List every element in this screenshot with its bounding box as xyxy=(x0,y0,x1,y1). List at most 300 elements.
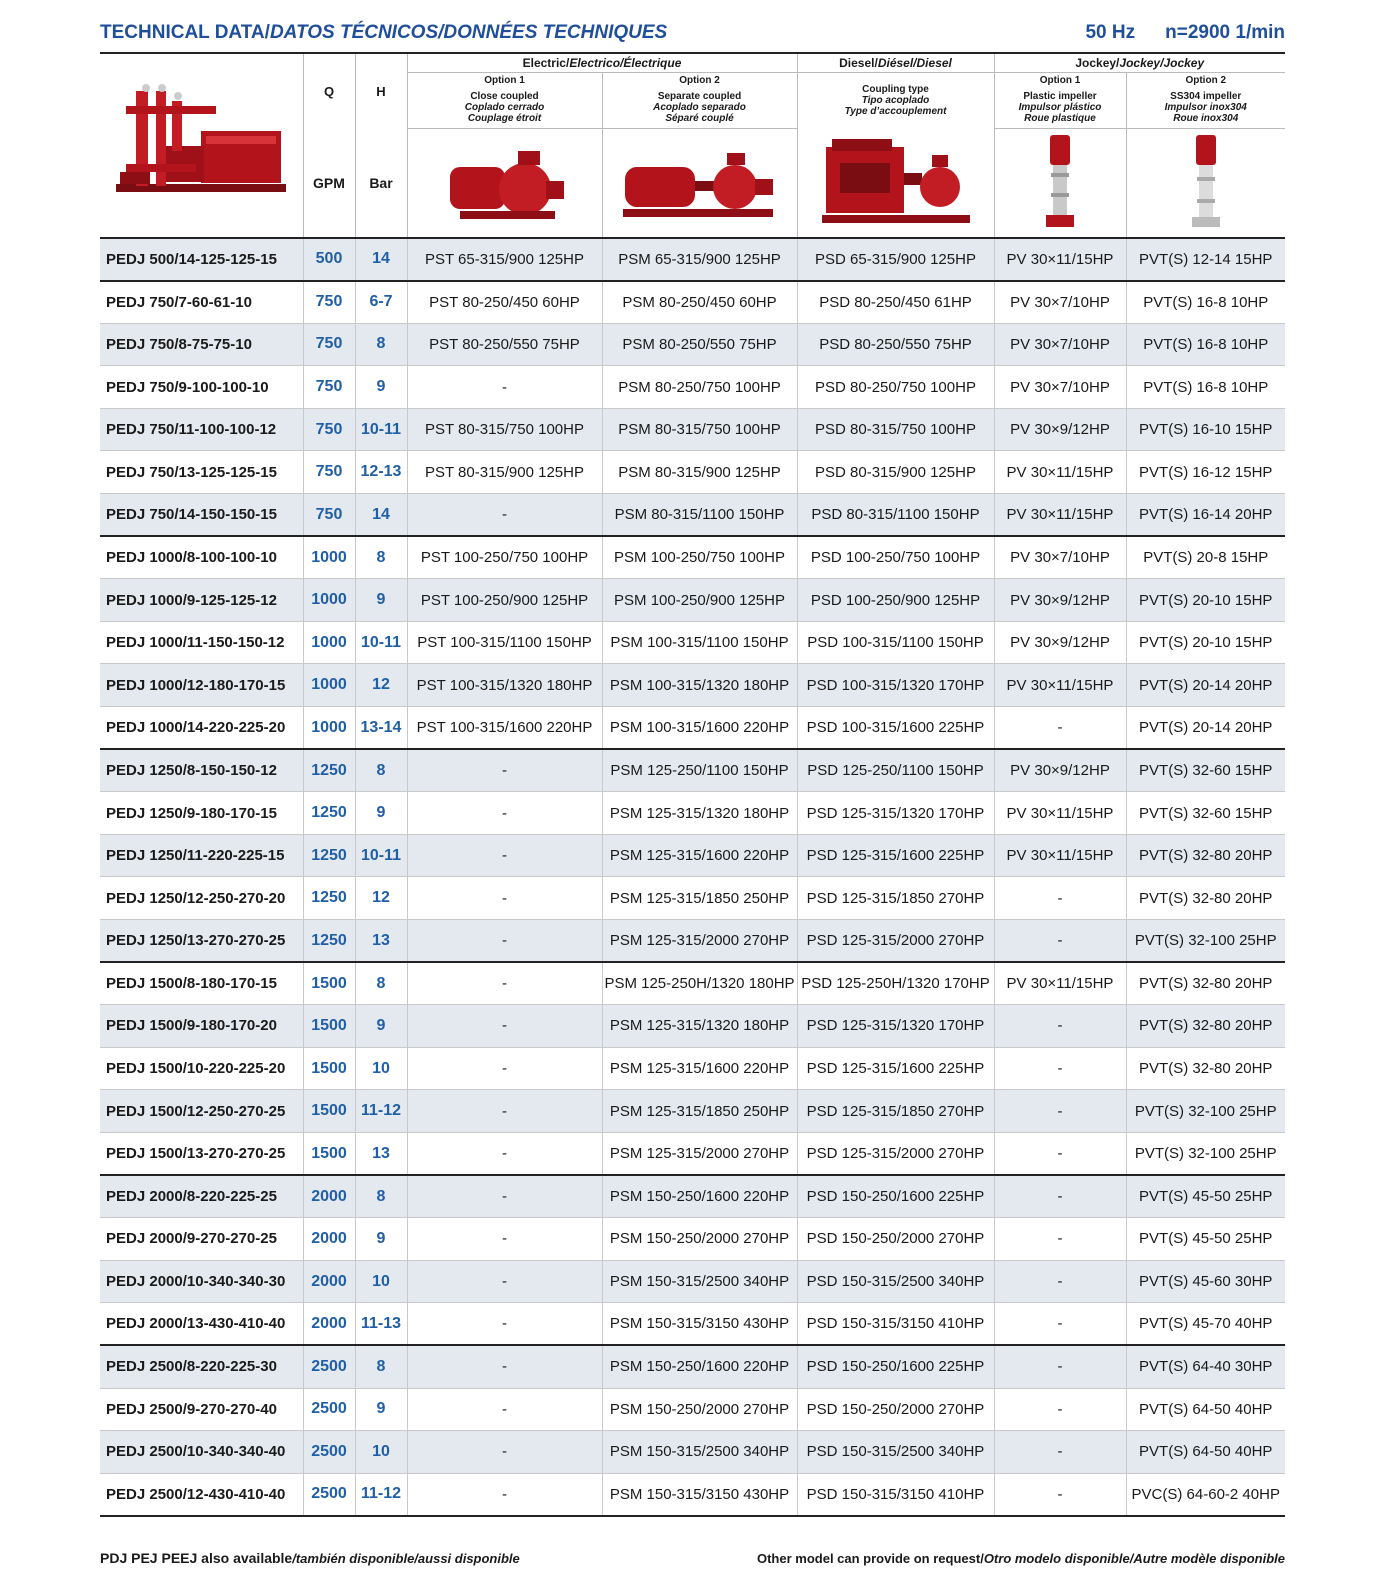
electric-option-2-model: PSM 150-315/3150 430HP xyxy=(602,1473,797,1516)
electric-option-1-description: Close coupled Coplado cerrado Couplage étroit xyxy=(407,88,602,128)
jockey-option-2: Option 2 xyxy=(1126,72,1285,88)
electric-option-2-model: PSM 80-315/750 100HP xyxy=(602,408,797,451)
head-bar: 12 xyxy=(355,664,407,707)
jockey-option-2-model: PVT(S) 32-80 20HP xyxy=(1126,877,1285,920)
model-name: PEDJ 1250/13-270-270-25 xyxy=(106,932,286,950)
electric-option-2-model: PSM 80-250/550 75HP xyxy=(602,323,797,366)
flow-gpm: 1250 xyxy=(303,792,355,835)
head-bar: 9 xyxy=(355,1005,407,1048)
head-bar: 10 xyxy=(355,1047,407,1090)
electric-option-2-model: PSM 150-315/2500 340HP xyxy=(602,1260,797,1303)
diesel-model: PSD 150-250/2000 270HP xyxy=(797,1388,994,1431)
jockey-option-1-model: PV 30×11/15HP xyxy=(994,792,1126,835)
table-row xyxy=(100,1218,1285,1261)
diesel-model: PSD 65-315/900 125HP xyxy=(797,238,994,281)
electric-option-1-model: - xyxy=(407,920,602,963)
electric-option-2-model: PSM 150-315/2500 340HP xyxy=(602,1431,797,1474)
electric-option-1-model: - xyxy=(407,749,602,792)
head-bar: 10 xyxy=(355,1431,407,1474)
flow-gpm: 1000 xyxy=(303,621,355,664)
head-bar: 9 xyxy=(355,792,407,835)
head-bar: 10-11 xyxy=(355,834,407,877)
vertical-multistage-pump-icon xyxy=(1040,133,1080,233)
flow-gpm: 2000 xyxy=(303,1175,355,1218)
electric-option-2-model: PSM 125-315/1850 250HP xyxy=(602,877,797,920)
flow-gpm: 1000 xyxy=(303,579,355,622)
model-name: PEDJ 1500/10-220-225-20 xyxy=(106,1060,286,1078)
table-row xyxy=(100,536,1285,579)
head-bar: 12 xyxy=(355,877,407,920)
close-coupled-image-cell xyxy=(407,128,602,238)
diesel-model: PSD 80-250/550 75HP xyxy=(797,323,994,366)
jockey-option-1-model: PV 30×9/12HP xyxy=(994,579,1126,622)
flow-gpm: 2000 xyxy=(303,1260,355,1303)
electric-option-1-model: PST 80-315/900 125HP xyxy=(407,451,602,494)
table-row xyxy=(100,877,1285,920)
jockey-option-2-model: PVT(S) 32-60 15HP xyxy=(1126,749,1285,792)
jockey-option-1-model: PV 30×7/10HP xyxy=(994,323,1126,366)
jockey-option-2-model: PVT(S) 32-100 25HP xyxy=(1126,1132,1285,1175)
head-bar: 8 xyxy=(355,1345,407,1388)
diesel-model: PSD 150-315/3150 410HP xyxy=(797,1473,994,1516)
head-bar: 13-14 xyxy=(355,707,407,750)
model-name: PEDJ 2000/10-340-340-30 xyxy=(106,1273,286,1291)
electric-option-1-model: - xyxy=(407,877,602,920)
flow-gpm: 2500 xyxy=(303,1388,355,1431)
jockey-option-1-model: PV 30×9/12HP xyxy=(994,408,1126,451)
diesel-model: PSD 150-315/2500 340HP xyxy=(797,1260,994,1303)
table-row xyxy=(100,920,1285,963)
jockey-option-1-model: PV 30×11/15HP xyxy=(994,451,1126,494)
table-row xyxy=(100,664,1285,707)
table-row xyxy=(100,1473,1285,1516)
electric-option-1-model: - xyxy=(407,1175,602,1218)
head-bar: 8 xyxy=(355,323,407,366)
separate-coupled-image-cell xyxy=(602,128,797,238)
model-name: PEDJ 2500/12-430-410-40 xyxy=(106,1485,286,1503)
model-name: PEDJ 1000/9-125-125-12 xyxy=(106,591,277,609)
diesel-model: PSD 100-315/1320 170HP xyxy=(797,664,994,707)
jockey-option-2-model: PVT(S) 32-60 15HP xyxy=(1126,792,1285,835)
jockey-option-2-model: PVT(S) 16-10 15HP xyxy=(1126,408,1285,451)
flow-gpm: 1500 xyxy=(303,962,355,1005)
jockey-option-1-model: PV 30×11/15HP xyxy=(994,834,1126,877)
diesel-model: PSD 80-250/450 61HP xyxy=(797,281,994,324)
head-bar: 10-11 xyxy=(355,621,407,664)
jockey-option-1-model: - xyxy=(994,1175,1126,1218)
electric-option-2-model: PSM 100-315/1600 220HP xyxy=(602,707,797,750)
title-translations: DATOS TÉCNICOS/DONNÉES TECHNIQUES xyxy=(269,22,668,43)
head-bar: 9 xyxy=(355,366,407,409)
model-name: PEDJ 750/11-100-100-12 xyxy=(106,421,277,439)
jockey-option-2-model: PVT(S) 64-40 30HP xyxy=(1126,1345,1285,1388)
diesel-model: PSD 125-315/2000 270HP xyxy=(797,920,994,963)
diesel-model: PSD 125-315/1850 270HP xyxy=(797,877,994,920)
diesel-model: PSD 150-250/1600 225HP xyxy=(797,1345,994,1388)
diesel-model: PSD 150-315/3150 410HP xyxy=(797,1303,994,1346)
table-row xyxy=(100,834,1285,877)
table-row xyxy=(100,408,1285,451)
table-row xyxy=(100,1175,1285,1218)
diesel-image-cell xyxy=(797,128,994,238)
jockey-option-1-model: - xyxy=(994,1218,1126,1261)
head-bar: 10-11 xyxy=(355,408,407,451)
footer-availability-note: PDJ PEJ PEEJ also available/también disponible/aussi disponible xyxy=(100,1550,520,1566)
flow-gpm: 2000 xyxy=(303,1218,355,1261)
electric-option-1-model: - xyxy=(407,1388,602,1431)
model-name: PEDJ 1250/9-180-170-15 xyxy=(106,804,277,822)
electric-option-1-model: - xyxy=(407,1090,602,1133)
electric-option-1-model: PST 80-315/750 100HP xyxy=(407,408,602,451)
jockey-option-1-model: - xyxy=(994,1431,1126,1474)
model-name: PEDJ 1500/12-250-270-25 xyxy=(106,1102,286,1120)
electric-option-2-model: PSM 125-315/1600 220HP xyxy=(602,834,797,877)
diesel-model: PSD 125-250/1100 150HP xyxy=(797,749,994,792)
h-header: H xyxy=(355,53,407,128)
electric-option-1-model: PST 80-250/450 60HP xyxy=(407,281,602,324)
electric-option-2-model: PSM 80-250/450 60HP xyxy=(602,281,797,324)
model-name: PEDJ 1500/13-270-270-25 xyxy=(106,1145,286,1163)
electric-option-1-model: PST 100-250/900 125HP xyxy=(407,579,602,622)
diesel-model: PSD 100-250/900 125HP xyxy=(797,579,994,622)
jockey-option-2-model: PVT(S) 16-8 10HP xyxy=(1126,281,1285,324)
head-bar: 10 xyxy=(355,1260,407,1303)
electric-option-2-model: PSM 125-315/2000 270HP xyxy=(602,920,797,963)
table-row xyxy=(100,451,1285,494)
h-unit: Bar xyxy=(355,128,407,238)
jockey-option-2-model: PVT(S) 32-80 20HP xyxy=(1126,962,1285,1005)
model-name: PEDJ 1000/12-180-170-15 xyxy=(106,676,286,694)
model-name: PEDJ 1250/11-220-225-15 xyxy=(106,847,285,865)
jockey-option-1-model: - xyxy=(994,920,1126,963)
jockey-option-2-model: PVT(S) 16-8 10HP xyxy=(1126,366,1285,409)
jockey-option-1-model: PV 30×11/15HP xyxy=(994,664,1126,707)
electric-option-2-model: PSM 65-315/900 125HP xyxy=(602,238,797,281)
diesel-model: PSD 125-315/1600 225HP xyxy=(797,834,994,877)
head-bar: 14 xyxy=(355,238,407,281)
jockey-option-2-model: PVT(S) 64-50 40HP xyxy=(1126,1388,1285,1431)
flow-gpm: 750 xyxy=(303,366,355,409)
jockey-option-1-model: PV 30×7/10HP xyxy=(994,281,1126,324)
electric-option-2-model: PSM 100-250/900 125HP xyxy=(602,579,797,622)
table-row xyxy=(100,494,1285,537)
jockey-option-2-model: PVT(S) 16-14 20HP xyxy=(1126,494,1285,537)
jockey-option-2-model: PVT(S) 20-14 20HP xyxy=(1126,707,1285,750)
table-row xyxy=(100,962,1285,1005)
model-name: PEDJ 1250/12-250-270-20 xyxy=(106,889,286,907)
flow-gpm: 2500 xyxy=(303,1345,355,1388)
model-name: PEDJ 2000/13-430-410-40 xyxy=(106,1315,286,1333)
jockey-option-2-model: PVT(S) 20-14 20HP xyxy=(1126,664,1285,707)
model-name: PEDJ 750/13-125-125-15 xyxy=(106,463,277,481)
jockey-option-1-model: PV 30×11/15HP xyxy=(994,494,1126,537)
head-bar: 8 xyxy=(355,749,407,792)
head-bar: 11-12 xyxy=(355,1473,407,1516)
flow-gpm: 1500 xyxy=(303,1047,355,1090)
electric-option-1-model: PST 100-315/1320 180HP xyxy=(407,664,602,707)
electric-option-1-model: - xyxy=(407,1047,602,1090)
jockey-option-2-model: PVT(S) 45-60 30HP xyxy=(1126,1260,1285,1303)
head-bar: 9 xyxy=(355,579,407,622)
table-row xyxy=(100,1132,1285,1175)
electric-option-2-model: PSM 125-250H/1320 180HP xyxy=(602,962,797,1005)
electric-option-2-model: PSM 150-315/3150 430HP xyxy=(602,1303,797,1346)
head-bar: 8 xyxy=(355,962,407,1005)
model-name: PEDJ 2000/8-220-225-25 xyxy=(106,1188,277,1206)
model-name: PEDJ 500/14-125-125-15 xyxy=(106,250,277,268)
jockey-option-2-model: PVT(S) 32-100 25HP xyxy=(1126,1090,1285,1133)
jockey-option-1-model: - xyxy=(994,1303,1126,1346)
electric-option-1-model: - xyxy=(407,1260,602,1303)
jockey-option-1-description: Plastic impeller Impulsor plástico Roue plastique xyxy=(994,88,1126,128)
technical-data-table xyxy=(100,52,1285,1517)
head-bar: 6-7 xyxy=(355,281,407,324)
flow-gpm: 750 xyxy=(303,408,355,451)
table-row xyxy=(100,1431,1285,1474)
head-bar: 14 xyxy=(355,494,407,537)
table-row xyxy=(100,749,1285,792)
flow-gpm: 2500 xyxy=(303,1431,355,1474)
jockey-option-1-model: - xyxy=(994,1047,1126,1090)
jockey-option-2-model: PVT(S) 16-12 15HP xyxy=(1126,451,1285,494)
diesel-model: PSD 125-250H/1320 170HP xyxy=(797,962,994,1005)
diesel-model: PSD 125-315/1320 170HP xyxy=(797,1005,994,1048)
electric-option-1-model: PST 100-250/750 100HP xyxy=(407,536,602,579)
jockey-option-2-description: SS304 impeller Impulsor inox304 Roue inox304 xyxy=(1126,88,1285,128)
jockey-option-1-model: PV 30×7/10HP xyxy=(994,536,1126,579)
diesel-model: PSD 80-315/900 125HP xyxy=(797,451,994,494)
electric-option-1-model: - xyxy=(407,1132,602,1175)
diesel-model: PSD 100-315/1600 225HP xyxy=(797,707,994,750)
flow-gpm: 1000 xyxy=(303,707,355,750)
diesel-model: PSD 125-315/1850 270HP xyxy=(797,1090,994,1133)
electric-option-2-model: PSM 100-315/1320 180HP xyxy=(602,664,797,707)
model-name: PEDJ 1000/11-150-150-12 xyxy=(106,634,285,652)
jockey-option-1-model: - xyxy=(994,707,1126,750)
flow-gpm: 1250 xyxy=(303,877,355,920)
footer-request-note: Other model can provide on request/Otro modelo disponible/Autre modèle disponible xyxy=(756,1551,1285,1566)
system-image-cell xyxy=(100,53,303,238)
table-row xyxy=(100,366,1285,409)
diesel-model: PSD 100-315/1100 150HP xyxy=(797,621,994,664)
electric-option-1: Option 1 xyxy=(407,72,602,88)
model-name: PEDJ 750/7-60-61-10 xyxy=(106,293,252,311)
model-name: PEDJ 750/9-100-100-10 xyxy=(106,378,269,396)
jockey-option-2-model: PVT(S) 45-50 25HP xyxy=(1126,1175,1285,1218)
jockey-option-2-model: PVC(S) 64-60-2 40HP xyxy=(1126,1473,1285,1516)
electric-group-header: Electric/Electrico/Électrique xyxy=(407,53,797,72)
electric-option-2-model: PSM 125-315/1320 180HP xyxy=(602,1005,797,1048)
jockey-option-1-model: PV 30×11/15HP xyxy=(994,238,1126,281)
jockey-option-1-model: - xyxy=(994,1005,1126,1048)
electric-option-2: Option 2 xyxy=(602,72,797,88)
page-header xyxy=(100,18,1285,48)
speed-label: n=2900 1/min xyxy=(1165,22,1285,43)
jockey-option-1-model: - xyxy=(994,877,1126,920)
flow-gpm: 1250 xyxy=(303,749,355,792)
electric-option-2-description: Separate coupled Acoplado separado Séparé couplé xyxy=(602,88,797,128)
jockey-option-2-model: PVT(S) 32-80 20HP xyxy=(1126,834,1285,877)
jockey-option-1-model: - xyxy=(994,1388,1126,1431)
electric-option-1-model: PST 65-315/900 125HP xyxy=(407,238,602,281)
table-row xyxy=(100,1005,1285,1048)
jockey-option-1-model: PV 30×7/10HP xyxy=(994,366,1126,409)
head-bar: 9 xyxy=(355,1388,407,1431)
flow-gpm: 750 xyxy=(303,451,355,494)
electric-option-2-model: PSM 150-250/2000 270HP xyxy=(602,1218,797,1261)
model-name: PEDJ 1500/9-180-170-20 xyxy=(106,1017,277,1035)
head-bar: 12-13 xyxy=(355,451,407,494)
model-name: PEDJ 750/8-75-75-10 xyxy=(106,335,252,353)
jockey-option-1-model: - xyxy=(994,1473,1126,1516)
q-unit: GPM xyxy=(303,128,355,238)
jockey-option-2-model: PVT(S) 12-14 15HP xyxy=(1126,238,1285,281)
jockey-option-2-model: PVT(S) 45-70 40HP xyxy=(1126,1303,1285,1346)
flow-gpm: 750 xyxy=(303,494,355,537)
diesel-group-header: Diesel/Diésel/Diesel xyxy=(797,53,994,72)
model-rows xyxy=(100,238,1285,1516)
diesel-model: PSD 125-315/1320 170HP xyxy=(797,792,994,835)
diesel-model: PSD 100-250/750 100HP xyxy=(797,536,994,579)
electric-option-1-model: - xyxy=(407,834,602,877)
model-name: PEDJ 1250/8-150-150-12 xyxy=(106,762,277,780)
electric-option-1-model: - xyxy=(407,1005,602,1048)
table-row xyxy=(100,579,1285,622)
flow-gpm: 500 xyxy=(303,238,355,281)
frequency-label: 50 Hz xyxy=(1085,22,1136,43)
head-bar: 8 xyxy=(355,1175,407,1218)
electric-option-2-model: PSM 125-250/1100 150HP xyxy=(602,749,797,792)
jockey-option-1-model: PV 30×11/15HP xyxy=(994,962,1126,1005)
table-row xyxy=(100,1047,1285,1090)
flow-gpm: 1250 xyxy=(303,834,355,877)
flow-gpm: 750 xyxy=(303,323,355,366)
electric-option-1-model: - xyxy=(407,1431,602,1474)
jockey-plastic-image-cell xyxy=(994,128,1126,238)
electric-option-2-model: PSM 125-315/1600 220HP xyxy=(602,1047,797,1090)
flow-gpm: 1000 xyxy=(303,536,355,579)
model-name: PEDJ 2500/8-220-225-30 xyxy=(106,1358,277,1376)
jockey-option-2-model: PVT(S) 32-80 20HP xyxy=(1126,1047,1285,1090)
head-bar: 13 xyxy=(355,920,407,963)
flow-gpm: 2500 xyxy=(303,1473,355,1516)
electric-option-1-model: PST 100-315/1100 150HP xyxy=(407,621,602,664)
electric-option-1-model: - xyxy=(407,1473,602,1516)
electric-option-1-model: PST 100-315/1600 220HP xyxy=(407,707,602,750)
diesel-model: PSD 150-315/2500 340HP xyxy=(797,1431,994,1474)
table-row xyxy=(100,621,1285,664)
electric-option-1-model: - xyxy=(407,366,602,409)
diesel-model: PSD 150-250/1600 225HP xyxy=(797,1175,994,1218)
jockey-option-2-model: PVT(S) 32-100 25HP xyxy=(1126,920,1285,963)
jockey-option-1-model: - xyxy=(994,1090,1126,1133)
electric-option-2-model: PSM 150-250/2000 270HP xyxy=(602,1388,797,1431)
frequency-info xyxy=(1055,22,1285,44)
diesel-model: PSD 125-315/1600 225HP xyxy=(797,1047,994,1090)
table-row xyxy=(100,707,1285,750)
diesel-model: PSD 125-315/2000 270HP xyxy=(797,1132,994,1175)
flow-gpm: 1000 xyxy=(303,664,355,707)
flow-gpm: 1250 xyxy=(303,920,355,963)
table-row xyxy=(100,1388,1285,1431)
fire-pump-system-icon xyxy=(106,76,296,216)
jockey-option-2-model: PVT(S) 20-8 15HP xyxy=(1126,536,1285,579)
diesel-model: PSD 150-250/2000 270HP xyxy=(797,1218,994,1261)
jockey-option-2-model: PVT(S) 20-10 15HP xyxy=(1126,579,1285,622)
diesel-model: PSD 80-315/750 100HP xyxy=(797,408,994,451)
electric-option-1-model: - xyxy=(407,1218,602,1261)
jockey-option-2-model: PVT(S) 20-10 15HP xyxy=(1126,621,1285,664)
page-title xyxy=(100,22,667,44)
vertical-multistage-stainless-pump-icon xyxy=(1186,133,1226,233)
head-bar: 13 xyxy=(355,1132,407,1175)
model-name: PEDJ 750/14-150-150-15 xyxy=(106,506,277,524)
electric-option-2-model: PSM 150-250/1600 220HP xyxy=(602,1175,797,1218)
table-row xyxy=(100,1090,1285,1133)
model-name: PEDJ 1500/8-180-170-15 xyxy=(106,975,277,993)
jockey-option-2-model: PVT(S) 16-8 10HP xyxy=(1126,323,1285,366)
q-header: Q xyxy=(303,53,355,128)
table-row xyxy=(100,323,1285,366)
head-bar: 11-12 xyxy=(355,1090,407,1133)
jockey-option-2-model: PVT(S) 64-50 40HP xyxy=(1126,1431,1285,1474)
jockey-option-1: Option 1 xyxy=(994,72,1126,88)
model-name: PEDJ 1000/8-100-100-10 xyxy=(106,549,277,567)
electric-option-2-model: PSM 150-250/1600 220HP xyxy=(602,1345,797,1388)
jockey-option-1-model: - xyxy=(994,1345,1126,1388)
electric-option-2-model: PSM 125-315/2000 270HP xyxy=(602,1132,797,1175)
model-name: PEDJ 2500/9-270-270-40 xyxy=(106,1400,277,1418)
electric-option-2-model: PSM 125-315/1320 180HP xyxy=(602,792,797,835)
jockey-option-1-model: PV 30×9/12HP xyxy=(994,621,1126,664)
head-bar: 9 xyxy=(355,1218,407,1261)
title-main: TECHNICAL DATA/ xyxy=(100,22,270,43)
model-name: PEDJ 1000/14-220-225-20 xyxy=(106,719,286,737)
electric-option-1-model: PST 80-250/550 75HP xyxy=(407,323,602,366)
electric-option-2-model: PSM 100-250/750 100HP xyxy=(602,536,797,579)
flow-gpm: 750 xyxy=(303,281,355,324)
electric-option-1-model: - xyxy=(407,962,602,1005)
table-row xyxy=(100,238,1285,281)
jockey-ss304-image-cell xyxy=(1126,128,1285,238)
table-row xyxy=(100,281,1285,324)
flow-gpm: 2000 xyxy=(303,1303,355,1346)
electric-option-1-model: - xyxy=(407,494,602,537)
flow-gpm: 1500 xyxy=(303,1005,355,1048)
jockey-option-2-model: PVT(S) 45-50 25HP xyxy=(1126,1218,1285,1261)
diesel-pump-icon xyxy=(816,133,976,233)
electric-option-2-model: PSM 80-250/750 100HP xyxy=(602,366,797,409)
flow-gpm: 1500 xyxy=(303,1132,355,1175)
table-row xyxy=(100,792,1285,835)
jockey-option-1-model: PV 30×9/12HP xyxy=(994,749,1126,792)
head-bar: 8 xyxy=(355,536,407,579)
flow-gpm: 1500 xyxy=(303,1090,355,1133)
model-name: PEDJ 2000/9-270-270-25 xyxy=(106,1230,277,1248)
diesel-description: Coupling type Tipo acoplado Type d’accouplement xyxy=(797,72,994,128)
electric-option-2-model: PSM 80-315/1100 150HP xyxy=(602,494,797,537)
jockey-option-1-model: - xyxy=(994,1260,1126,1303)
diesel-model: PSD 80-250/750 100HP xyxy=(797,366,994,409)
model-name: PEDJ 2500/10-340-340-40 xyxy=(106,1443,286,1461)
electric-option-1-model: - xyxy=(407,1303,602,1346)
electric-option-2-model: PSM 100-315/1100 150HP xyxy=(602,621,797,664)
jockey-group-header: Jockey/Jockey/Jockey xyxy=(994,53,1285,72)
electric-option-1-model: - xyxy=(407,1345,602,1388)
table-row xyxy=(100,1345,1285,1388)
diesel-model: PSD 80-315/1100 150HP xyxy=(797,494,994,537)
electric-option-2-model: PSM 125-315/1850 250HP xyxy=(602,1090,797,1133)
